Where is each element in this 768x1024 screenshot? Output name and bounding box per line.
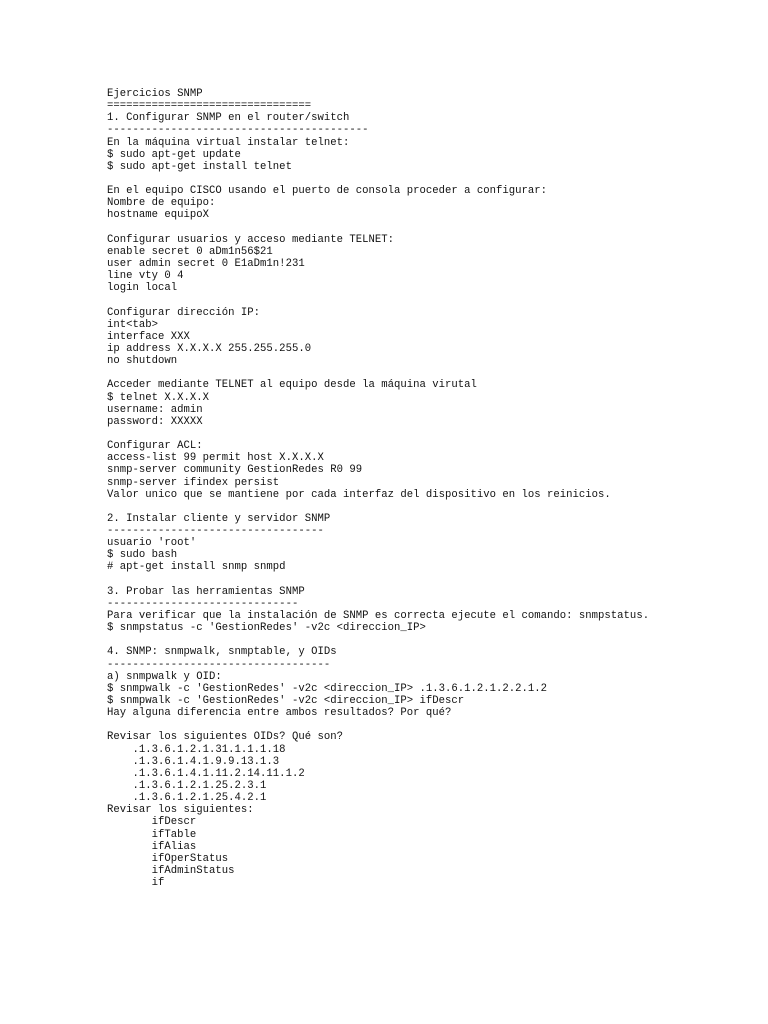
- text-line: 1. Configurar SNMP en el router/switch: [107, 112, 350, 125]
- text-line: Revisar los siguientes:: [107, 804, 254, 817]
- text-line: no shutdown: [107, 355, 178, 368]
- text-line: interface XXX: [107, 330, 190, 343]
- text-line: ----------------------------------: [107, 525, 324, 538]
- text-line: 3. Probar las herramientas SNMP: [107, 585, 305, 598]
- text-line: ifAdminStatus: [107, 865, 235, 877]
- text-line: a) snmpwalk y OID:: [107, 670, 222, 683]
- text-line: .1.3.6.1.4.1.9.9.13.1.3: [107, 755, 280, 768]
- text-line: username: admin: [107, 403, 203, 416]
- text-line: ifAlias: [107, 840, 197, 853]
- text-line: Valor unico que se mantiene por cada interfaz del dispositivo en los reinicios.: [107, 488, 611, 501]
- text-line: # apt-get install snmp snmpd: [107, 561, 286, 574]
- text-line: $ sudo apt-get update: [107, 148, 241, 161]
- blank-line: [107, 719, 747, 731]
- text-line: enable secret 0 aDm1n56$21: [107, 245, 273, 258]
- text-line: -----------------------------------------: [107, 124, 369, 137]
- text-line: 4. SNMP: snmpwalk, snmptable, y OIDs: [107, 646, 337, 659]
- text-line: $ snmpstatus -c 'GestionRedes' -v2c <direccion_IP>: [107, 622, 426, 635]
- blank-line: [107, 634, 747, 646]
- blank-line: [107, 367, 747, 379]
- text-line: $ telnet X.X.X.X: [107, 391, 210, 404]
- text-line: if: [107, 877, 165, 890]
- text-line: $ sudo apt-get install telnet: [107, 160, 292, 173]
- blank-line: [107, 222, 747, 234]
- blank-line: [107, 501, 747, 513]
- text-line: $ sudo bash: [107, 549, 178, 562]
- text-line: hostname equipoX: [107, 209, 210, 222]
- text-line: Ejercicios SNMP: [107, 88, 203, 100]
- text-line: .1.3.6.1.2.1.25.4.2.1: [107, 792, 267, 805]
- text-line: ------------------------------: [107, 597, 299, 610]
- text-line: ifOperStatus: [107, 852, 229, 865]
- text-line: snmp-server community GestionRedes R0 99: [107, 464, 363, 477]
- text-line: snmp-server ifindex persist: [107, 476, 280, 489]
- text-line: int<tab>: [107, 318, 159, 331]
- blank-line: [107, 574, 747, 586]
- blank-line: [107, 173, 747, 185]
- text-line: Configurar dirección IP:: [107, 306, 261, 319]
- text-line: Nombre de equipo:: [107, 197, 216, 210]
- text-line: Acceder mediante TELNET al equipo desde la máquina virutal: [107, 379, 477, 392]
- text-line: access-list 99 permit host X.X.X.X: [107, 452, 324, 465]
- text-line: Configurar ACL:: [107, 440, 203, 453]
- text-line: En la máquina virtual instalar telnet:: [107, 136, 350, 149]
- text-line: login local: [107, 282, 178, 295]
- blank-line: [107, 428, 747, 440]
- text-line: ifTable: [107, 828, 197, 841]
- text-line: ifDescr: [107, 816, 197, 829]
- text-line: 2. Instalar cliente y servidor SNMP: [107, 512, 331, 525]
- text-line: -----------------------------------: [107, 658, 331, 671]
- text-line: En el equipo CISCO usando el puerto de consola proceder a configurar:: [107, 185, 548, 198]
- blank-line: [107, 294, 747, 306]
- text-line: Hay alguna diferencia entre ambos resultados? Por qué?: [107, 707, 452, 720]
- text-line: .1.3.6.1.2.1.31.1.1.1.18: [107, 743, 286, 756]
- text-line: Para verificar que la instalación de SNMP es correcta ejecute el comando: snmpstatus.: [107, 610, 650, 623]
- text-line: $ snmpwalk -c 'GestionRedes' -v2c <direccion_IP> .1.3.6.1.2.1.2.2.1.2: [107, 682, 548, 695]
- text-line: $ snmpwalk -c 'GestionRedes' -v2c <direccion_IP> ifDescr: [107, 695, 465, 708]
- text-line: user admin secret 0 E1aDm1n!231: [107, 257, 305, 270]
- text-line: .1.3.6.1.4.1.11.2.14.11.1.2: [107, 767, 305, 780]
- text-line: Revisar los siguientes OIDs? Qué son?: [107, 731, 343, 744]
- document-text: [107, 88, 747, 889]
- text-line: Configurar usuarios y acceso mediante TELNET:: [107, 233, 394, 246]
- text-line: line vty 0 4: [107, 270, 184, 283]
- text-line: .1.3.6.1.2.1.25.2.3.1: [107, 780, 267, 793]
- text-line: usuario 'root': [107, 537, 197, 550]
- text-line: ip address X.X.X.X 255.255.255.0: [107, 342, 312, 355]
- text-line: ================================: [107, 100, 312, 113]
- text-line: password: XXXXX: [107, 415, 203, 428]
